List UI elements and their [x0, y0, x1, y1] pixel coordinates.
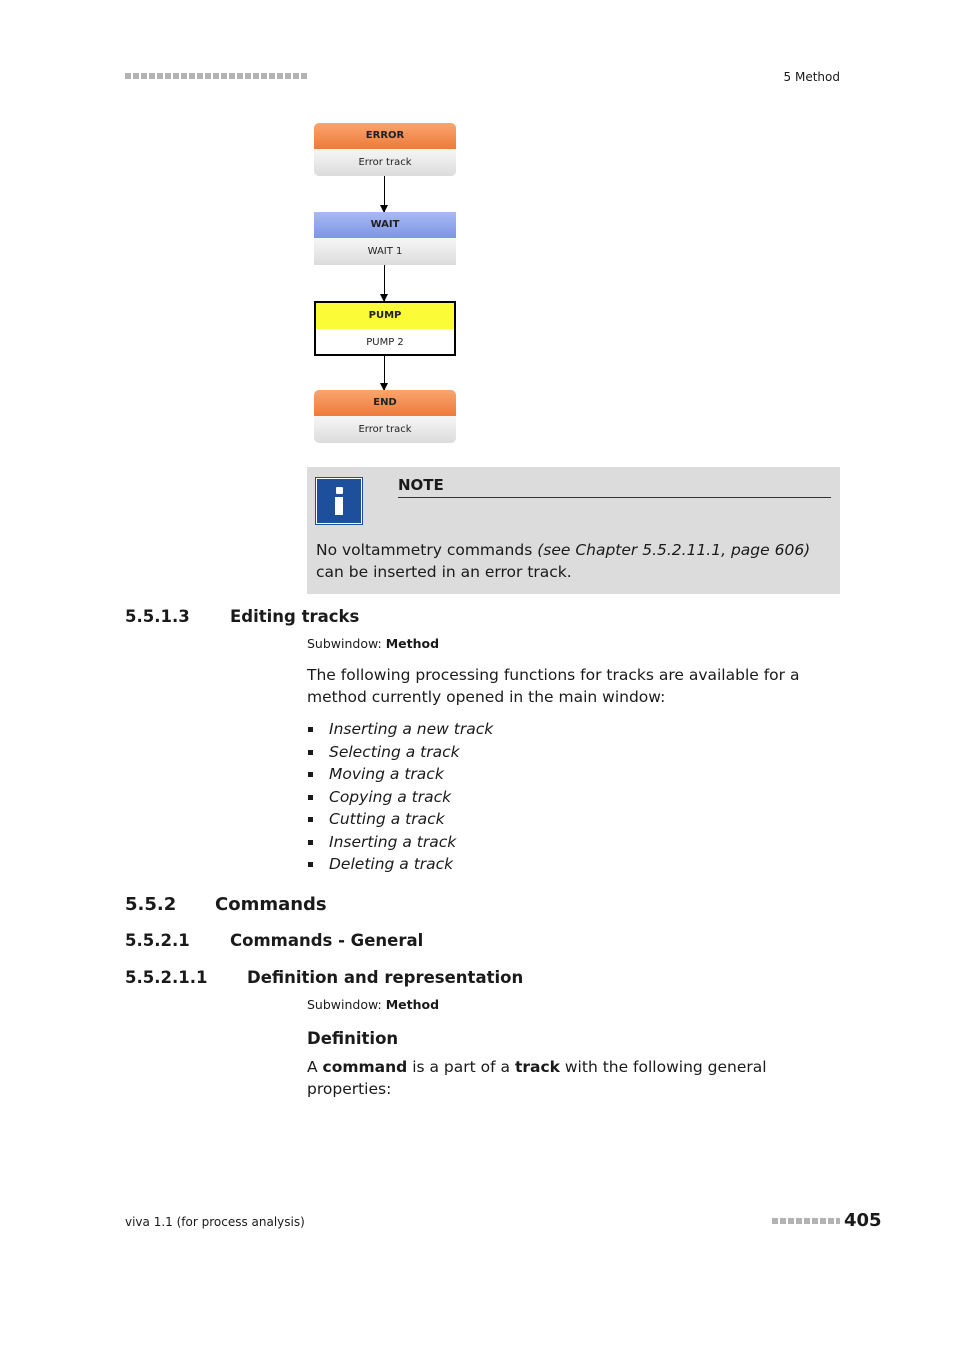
function-list — [307, 718, 493, 876]
footer-product: viva 1.1 (for process analysis) — [125, 1215, 305, 1229]
node-label: PUMP 2 — [316, 329, 454, 356]
section-number: 5.5.2 — [125, 894, 177, 915]
section-number: 5.5.2.1 — [125, 931, 190, 950]
arrow-connector — [384, 265, 385, 301]
node-title: WAIT — [314, 212, 456, 238]
arrow-connector — [384, 356, 385, 390]
subwindow-label: Subwindow: Method — [307, 636, 440, 651]
header-decoration — [125, 73, 307, 79]
header-section: 5 Method — [783, 70, 840, 84]
list-item[interactable]: Inserting a track — [307, 831, 493, 854]
list-item[interactable]: Inserting a new track — [307, 718, 493, 741]
page-number: 405 — [844, 1210, 882, 1231]
node-label: WAIT 1 — [314, 238, 456, 265]
node-title: PUMP — [316, 303, 454, 329]
node-end — [314, 390, 456, 443]
info-icon — [316, 478, 362, 524]
list-item[interactable]: Deleting a track — [307, 853, 493, 876]
subwindow-label: Subwindow: Method — [307, 997, 440, 1012]
note-title: NOTE — [398, 476, 831, 498]
node-title: END — [314, 390, 456, 416]
node-wait — [314, 212, 456, 265]
section-number: 5.5.2.1.1 — [125, 968, 208, 987]
node-label: Error track — [314, 149, 456, 176]
list-item[interactable]: Cutting a track — [307, 808, 493, 831]
section-title: Editing tracks — [230, 607, 360, 626]
definition-paragraph: A command is a part of a track with the following general properties: — [307, 1058, 767, 1098]
intro-paragraph: The following processing functions for tracks are available for a method currently opened in the main window: — [307, 666, 800, 706]
list-item[interactable]: Moving a track — [307, 763, 493, 786]
node-title: ERROR — [314, 123, 456, 149]
flow-diagram — [307, 113, 464, 453]
node-pump — [314, 301, 456, 356]
footer-decoration — [772, 1218, 840, 1224]
list-item[interactable]: Selecting a track — [307, 741, 493, 764]
section-title: Commands - General — [230, 931, 424, 950]
section-title: Commands — [215, 894, 327, 915]
note-box — [307, 467, 840, 594]
note-cross-reference[interactable]: (see Chapter 5.5.2.11.1, page 606) — [537, 541, 811, 559]
section-title: Definition and representation — [247, 968, 524, 987]
node-label: Error track — [314, 416, 456, 443]
note-text: No voltammetry commands (see Chapter 5.5.2.11.1, page 606) can be inserted in an error track. — [316, 541, 811, 581]
node-error — [314, 123, 456, 176]
arrow-connector — [384, 176, 385, 212]
section-number: 5.5.1.3 — [125, 607, 190, 626]
list-item[interactable]: Copying a track — [307, 786, 493, 809]
definition-heading: Definition — [307, 1029, 399, 1048]
